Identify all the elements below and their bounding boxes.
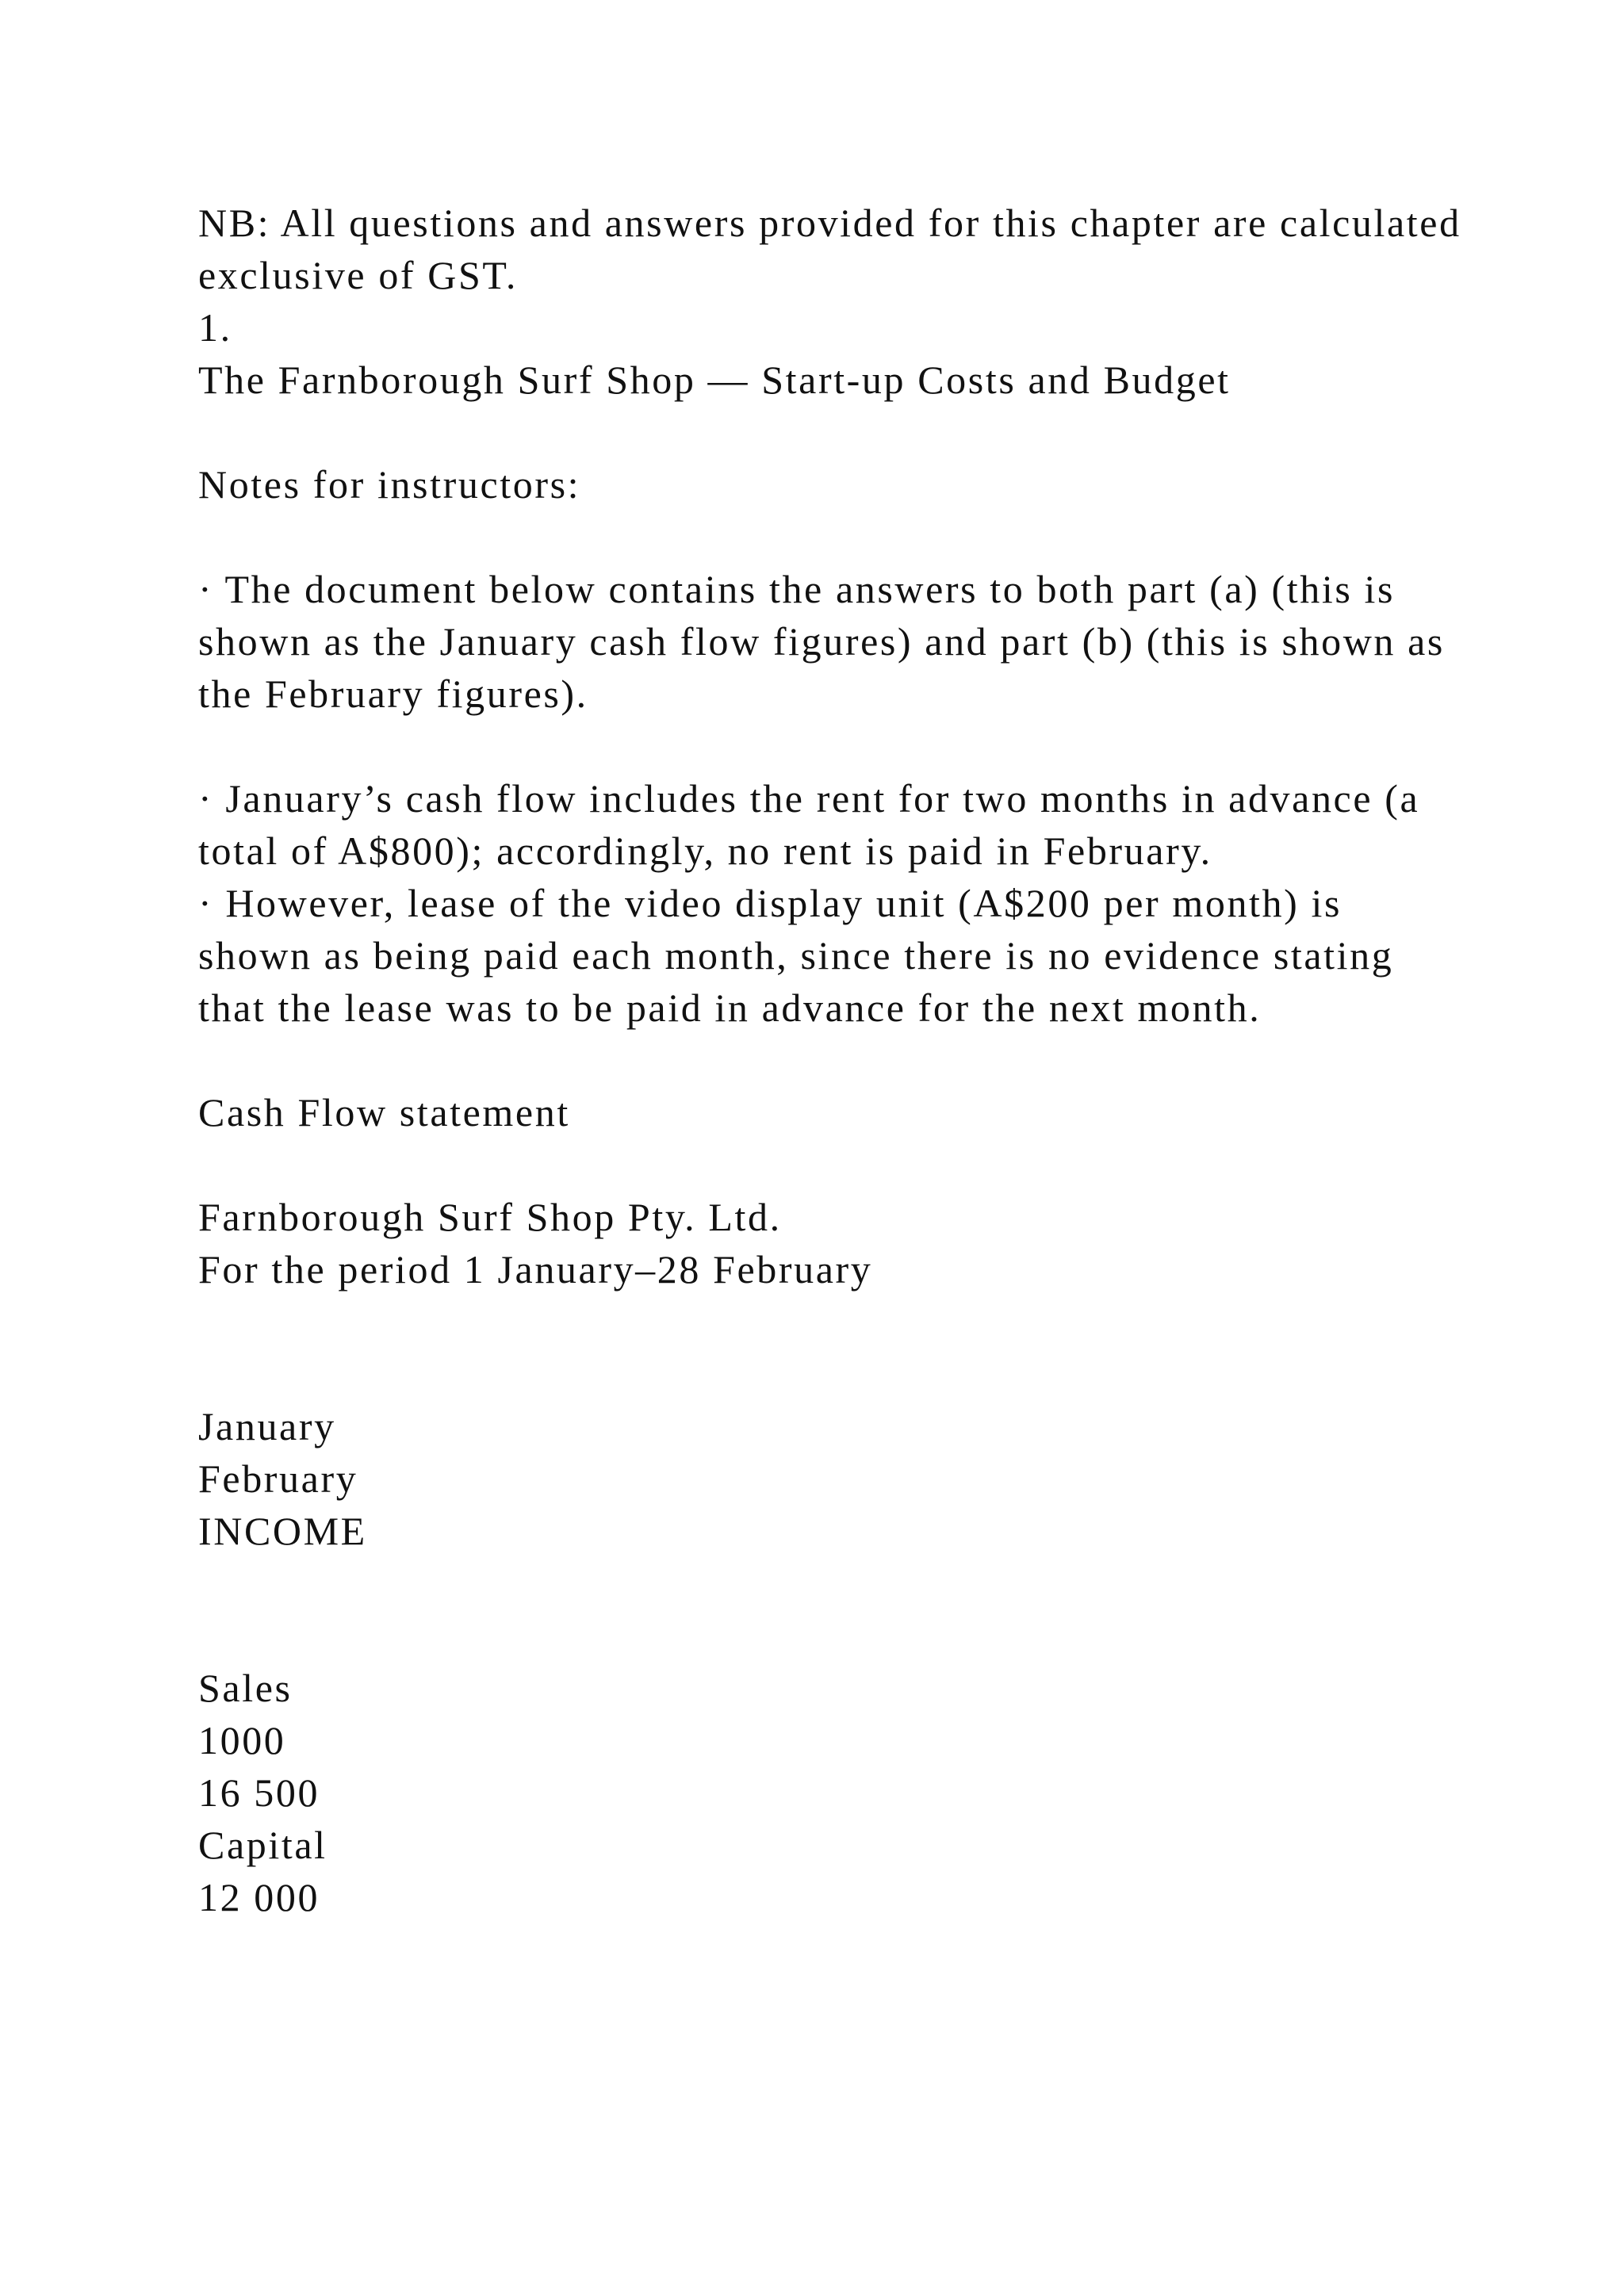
row-sales-label: Sales — [198, 1666, 293, 1710]
instructor-note-2: · January’s cash flow includes the rent for two months in advance (a total of A$800); accordingly, no rent is paid in February. — [198, 776, 1432, 873]
company-name: Farnborough Surf Shop Pty. Ltd. — [198, 1195, 782, 1239]
spacer — [198, 720, 1467, 772]
section-income: INCOME — [198, 1509, 367, 1553]
row-capital-label: Capital — [198, 1823, 327, 1867]
notes-heading: Notes for instructors: — [198, 462, 581, 507]
statement-title: Cash Flow statement — [198, 1090, 570, 1135]
spacer — [198, 1138, 1467, 1191]
spacer — [198, 511, 1467, 563]
row-sales-february: 16 500 — [198, 1770, 320, 1815]
row-sales-january: 1000 — [198, 1718, 286, 1762]
statement-period: For the period 1 January–28 February — [198, 1247, 873, 1292]
instructor-note-3: · However, lease of the video display unit (A$200 per month) is shown as being paid each month, since there is no evidence stating that the lease was to be paid in advance for the next month. — [198, 881, 1406, 1030]
nb-note: NB: All questions and answers provided for this chapter are calculated exclusive of GST. — [198, 201, 1473, 297]
spacer — [198, 1034, 1467, 1086]
question-number: 1. — [198, 305, 232, 350]
document-body — [198, 197, 1473, 1923]
spacer — [198, 406, 1467, 458]
column-header-january: January — [198, 1404, 336, 1448]
instructor-note-1: · The document below contains the answers to both part (a) (this is shown as the January cash flow figures) and part (b) (this is shown as the February figures). — [198, 567, 1457, 716]
row-capital-january: 12 000 — [198, 1875, 320, 1919]
spacer — [198, 1557, 1467, 1662]
question-title: The Farnborough Surf Shop — Start-up Costs and Budget — [198, 358, 1231, 402]
spacer — [198, 1295, 1467, 1400]
column-header-february: February — [198, 1456, 358, 1501]
